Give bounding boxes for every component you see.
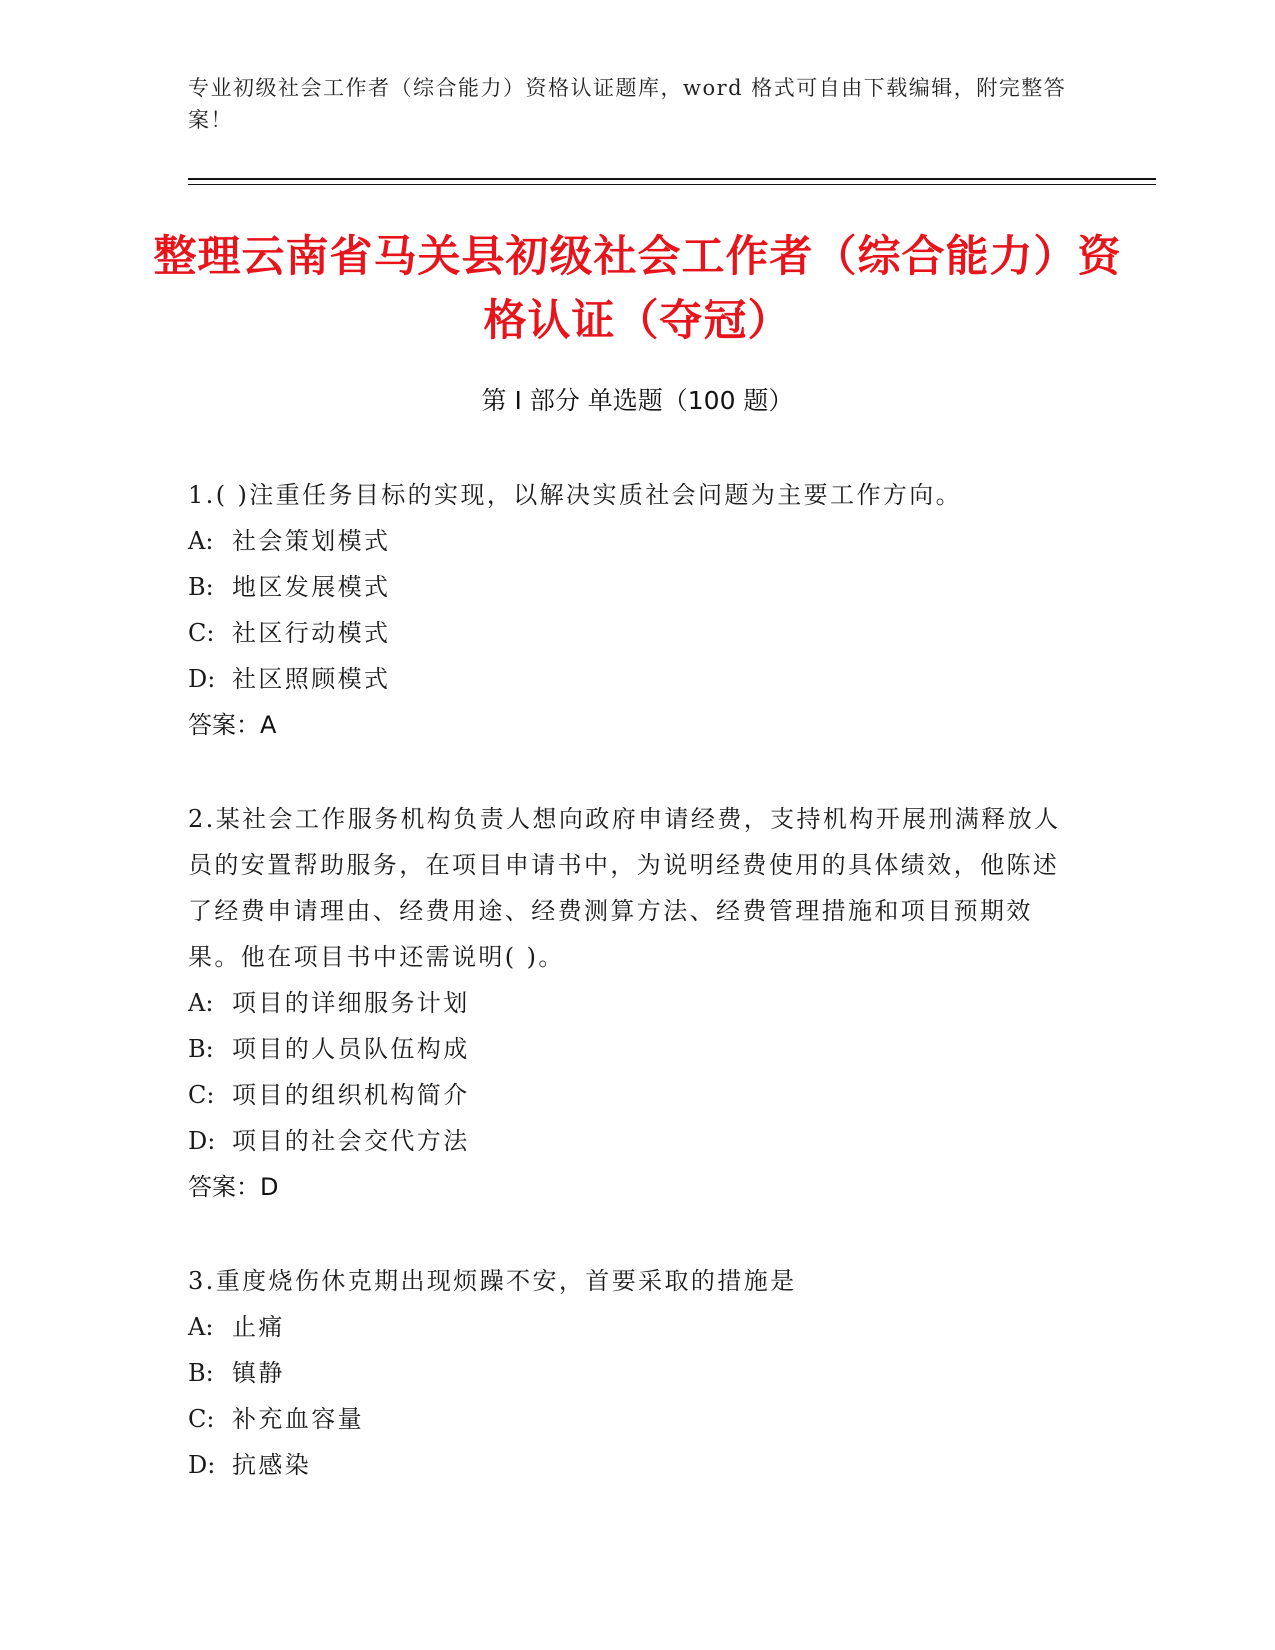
option-text: 项目的组织机构简介 <box>232 1081 470 1109</box>
option-b <box>188 1350 1068 1396</box>
option-key: C: <box>188 1081 215 1109</box>
option-key: B: <box>188 1035 214 1063</box>
section-title: 第 I 部分 单选题（100 题） <box>481 386 794 415</box>
header-rule-thin <box>188 184 1156 185</box>
header-note: 专业初级社会工作者（综合能力）资格认证题库，word 格式可自由下载编辑，附完整答案！ <box>188 76 1067 132</box>
option-key: A: <box>188 527 214 555</box>
option-a <box>188 1304 1068 1350</box>
option-c <box>188 1396 1068 1442</box>
option-b <box>188 1026 1068 1072</box>
option-c <box>188 610 1068 656</box>
option-a <box>188 980 1068 1026</box>
header-rule-thick <box>188 178 1156 180</box>
option-text: 项目的人员队伍构成 <box>232 1035 470 1063</box>
option-text: 项目的详细服务计划 <box>232 989 470 1017</box>
question-list <box>188 472 1068 1536</box>
option-key: A: <box>188 1313 214 1341</box>
option-text: 止痛 <box>232 1313 285 1341</box>
option-key: D: <box>188 1127 216 1155</box>
option-text: 补充血容量 <box>232 1405 364 1433</box>
question-stem: 3.重度烧伤休克期出现烦躁不安，首要采取的措施是 <box>188 1267 797 1295</box>
option-text: 抗感染 <box>232 1451 312 1479</box>
option-text: 项目的社会交代方法 <box>232 1127 470 1155</box>
option-key: D: <box>188 665 216 693</box>
option-text: 地区发展模式 <box>232 573 391 601</box>
option-d <box>188 1442 1068 1488</box>
option-text: 社区照顾模式 <box>232 665 391 693</box>
option-key: C: <box>188 1405 215 1433</box>
option-key: B: <box>188 1359 214 1387</box>
option-text: 镇静 <box>232 1359 285 1387</box>
question-stem: 1.( )注重任务目标的实现，以解决实质社会问题为主要工作方向。 <box>188 481 963 509</box>
question-3 <box>188 1258 1068 1488</box>
option-c <box>188 1072 1068 1118</box>
question-2 <box>188 796 1068 1210</box>
question-stem: 2.某社会工作服务机构负责人想向政府申请经费，支持机构开展刑满释放人员的安置帮助服务，在项目申请书中，为说明经费使用的具体绩效，他陈述了经费申请理由、经费用途、经费测算方法、经费管理措施和项目预期效果。他在项目书中还需说明( )。 <box>188 805 1061 971</box>
option-a <box>188 518 1068 564</box>
option-b <box>188 564 1068 610</box>
option-key: D: <box>188 1451 216 1479</box>
option-key: B: <box>188 573 214 601</box>
option-d <box>188 656 1068 702</box>
answer-line: 答案：D <box>188 1173 279 1201</box>
answer-line: 答案：A <box>188 711 277 739</box>
option-text: 社会策划模式 <box>232 527 391 555</box>
option-d <box>188 1118 1068 1164</box>
option-text: 社区行动模式 <box>232 619 391 647</box>
question-1 <box>188 472 1068 748</box>
document-title: 整理云南省马关县初级社会工作者（综合能力）资格认证（夺冠） <box>153 232 1122 346</box>
option-key: C: <box>188 619 215 647</box>
option-key: A: <box>188 989 214 1017</box>
